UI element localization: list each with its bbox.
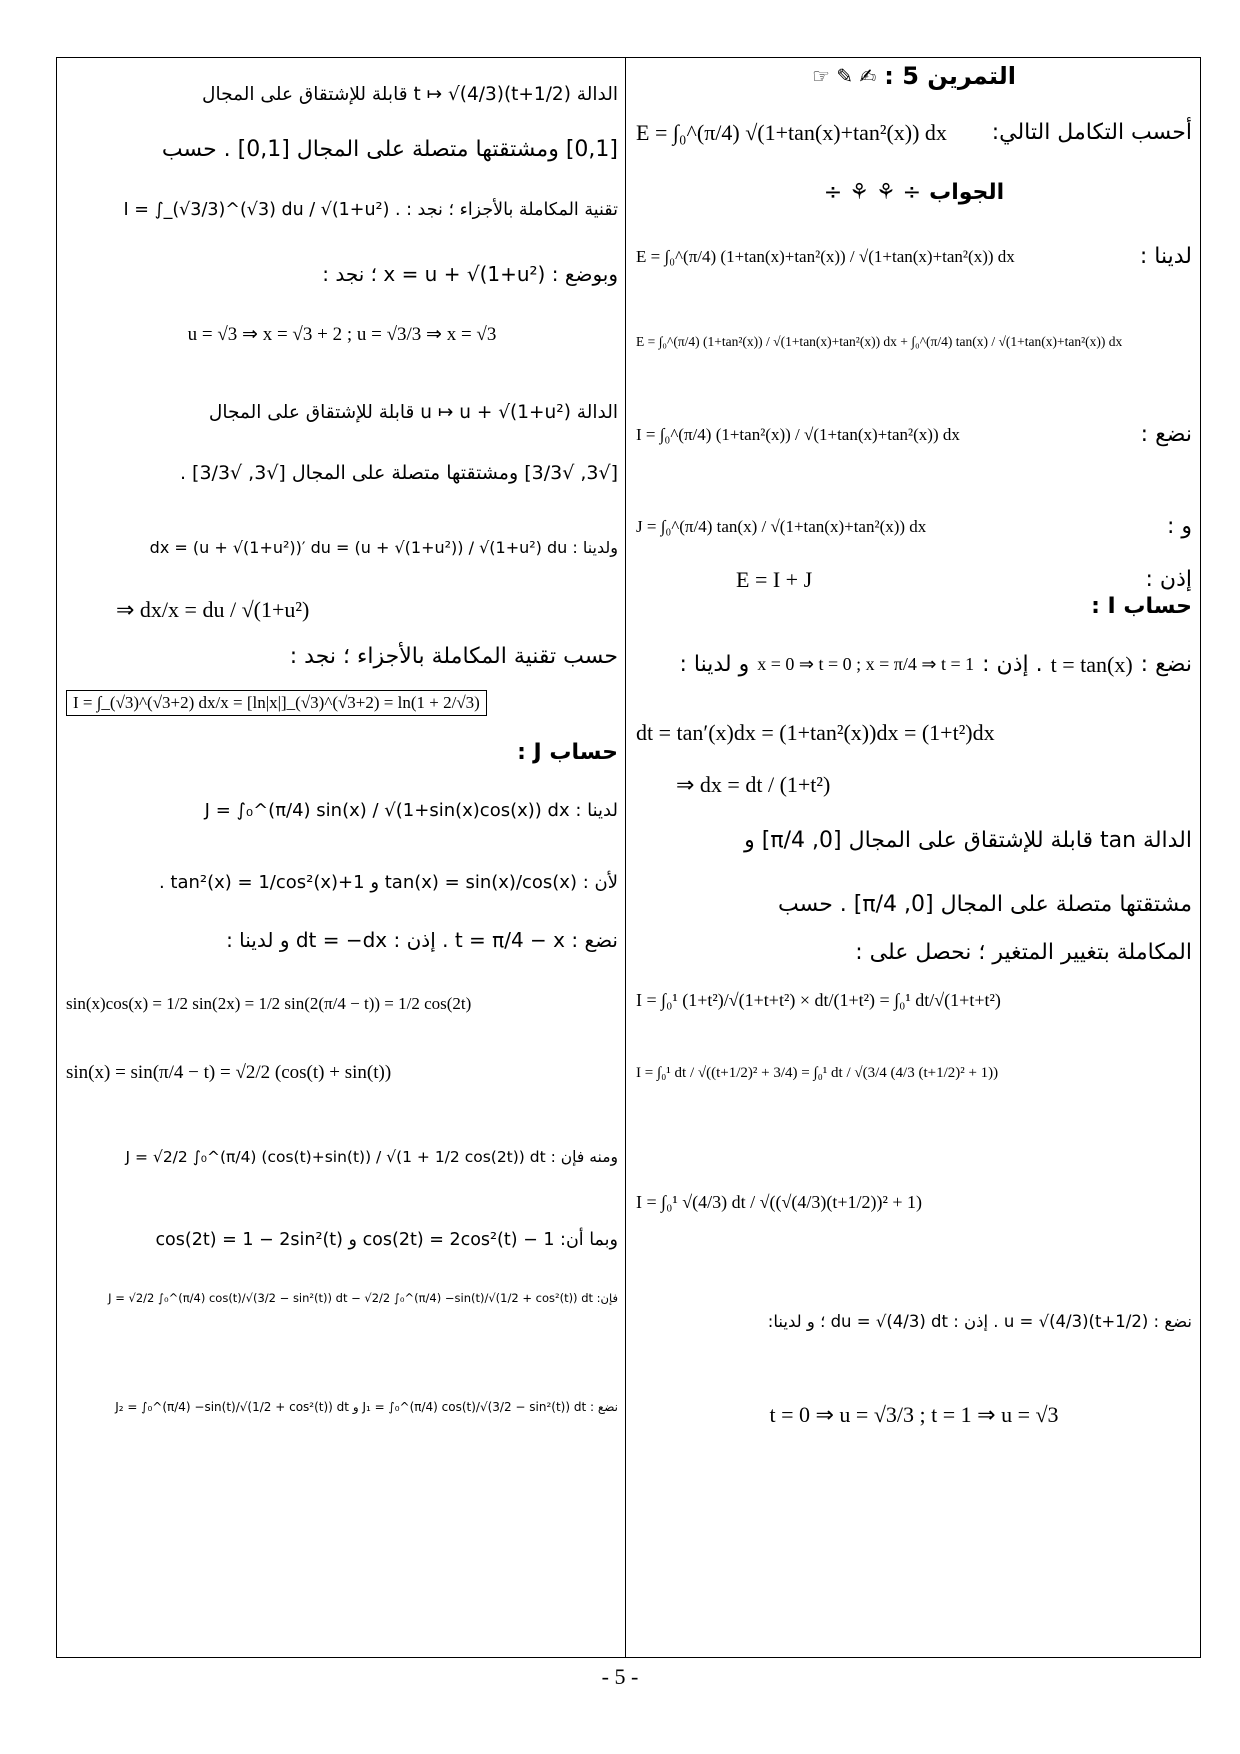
- cases1-row: [66, 324, 618, 347]
- left-line16: ومنه فإن : J = √2/2 ∫₀^(π/4) (cos(t)+sin(t)) / √(1 + 1/2 cos(2t)) dt: [125, 1148, 618, 1166]
- answer-heading: الجواب: [929, 180, 1005, 205]
- left-line8-row: [66, 597, 618, 623]
- sub2-line: نضع : u = √(4/3)(t+1/2) . إذن : du = √(4/3) dt ؛ و لدينا:: [767, 1312, 1192, 1331]
- left-line13: نضع : t = π/4 − x . إذن : dt = −dx و لدينا :: [226, 928, 618, 952]
- sub-wa-ladayna: و لدينا :: [679, 652, 750, 677]
- left-line9: حسب تقنية المكاملة بالأجزاء ؛ نجد :: [289, 644, 618, 669]
- left-line14: sin(x)cos(x) = 1/2 sin(2x) = 1/2 sin(2(π/4 − t)) = 1/2 cos(2t): [66, 994, 472, 1013]
- left-line8: ⇒ dx/x = du / √(1+u²): [116, 597, 310, 622]
- left-line15: sin(x) = sin(π/4 − t) = √2/2 (cos(t) + sin(t)): [66, 1062, 392, 1083]
- left-line1-row: [66, 84, 618, 106]
- left-line3: تقنية المكاملة بالأجزاء ؛ نجد : . I = ∫_(√3/3)^(√3) du / √(1+u²): [123, 200, 618, 220]
- dt-formula: dt = tan′(x)dx = (1+tan²(x))dx = (1+t²)dx: [636, 720, 995, 745]
- left-line19-row: [66, 1400, 618, 1414]
- J-definition: J = ∫₀^(π/4) tan(x) / √(1+tan(x)+tan²(x)) dx: [636, 517, 927, 536]
- t-equals-tan: t = tan(x): [1050, 652, 1133, 677]
- hisab-I-heading: حساب I :: [1091, 594, 1192, 619]
- answer-row: [636, 180, 1192, 206]
- tan-line2: مشتقتها متصلة على المجال [0, π/4] . حسب: [777, 892, 1192, 917]
- left-line2: [0,1] ومشتقتها متصلة على المجال [0,1] . حسب: [161, 137, 618, 162]
- hisab-J-row: [66, 740, 618, 766]
- wa-label: و :: [1166, 514, 1192, 539]
- left-line17: وبما أن: cos(2t) = 2cos²(t) − 1 و cos(2t) = 1 − 2sin²(t): [155, 1230, 618, 1250]
- dt-row: [636, 720, 1192, 746]
- left-line11: لدينا : J = ∫₀^(π/4) sin(x) / √(1+sin(x)cos(x)) dx: [204, 800, 618, 821]
- E2-row: [636, 334, 1192, 350]
- left-line9-row: [66, 644, 618, 670]
- tan-line1: الدالة tan قابلة للإشتقاق على المجال [0, π/4] و: [744, 828, 1192, 853]
- I-def-row: [636, 422, 1192, 448]
- left-line19: نضع : J₁ = ∫₀^(π/4) cos(t)/√(3/2 − sin²(t)) dt و J₂ = ∫₀^(π/4) −sin(t)/√(1/2 + cos²(t)) dt: [115, 1400, 618, 1414]
- hisab-J-heading: حساب J :: [517, 740, 618, 765]
- hisab-I-row: [636, 594, 1192, 620]
- EIJ-row: [636, 567, 1192, 593]
- left-line12: لأن : tan(x) = sin(x)/cos(x) و 1+tan²(x) = 1/cos²(x) .: [158, 872, 618, 893]
- E-equals-I-plus-J: E = I + J: [736, 567, 813, 592]
- column-divider: [625, 57, 626, 1658]
- left-line15-row: [66, 1062, 618, 1085]
- bounds-u: t = 0 ⇒ u = √3/3 ; t = 1 ⇒ u = √3: [769, 1402, 1059, 1427]
- tan-line3-row: [636, 940, 1192, 966]
- J-def-row: [636, 514, 1192, 540]
- left-line16-row: [66, 1148, 618, 1167]
- tan-line2-row: [636, 892, 1192, 918]
- cases1: u = √3 ⇒ x = √3 + 2 ; u = √3/3 ⇒ x = √3: [187, 324, 497, 345]
- left-line5-row: [66, 402, 618, 424]
- E2-formula: E = ∫₀^(π/4) (1+tan²(x)) / √(1+tan(x)+tan²(x)) dx + ∫₀^(π/4) tan(x) / √(1+tan(x)+tan²(x)) dx: [636, 334, 1123, 349]
- I2-formula: I = ∫₀¹ dt / √((t+1/2)² + 3/4) = ∫₀¹ dt / √(3/4 (4/3 (t+1/2)² + 1)): [636, 1065, 999, 1081]
- sub-nada: نضع :: [1140, 652, 1192, 677]
- left-line12-row: [66, 872, 618, 894]
- left-line6: [√3, √3/3] ومشتقتها متصلة على المجال [√3, √3/3] .: [179, 462, 618, 484]
- E1-formula: E = ∫₀^(π/4) (1+tan(x)+tan²(x)) / √(1+tan(x)+tan²(x)) dx: [636, 247, 1015, 266]
- idhan-label: إذن :: [1145, 567, 1192, 592]
- left-line6-row: [66, 462, 618, 485]
- ladayna-label: لدينا :: [1139, 244, 1192, 269]
- left-line3-row: [66, 200, 618, 221]
- sub-idhan: . إذن :: [982, 652, 1043, 677]
- left-line1: الدالة t ↦ √(4/3)(t+1/2) قابلة للإشتقاق على المجال: [202, 84, 618, 105]
- intro-row: [636, 120, 1192, 146]
- exercise-title: التمرين 5 :: [884, 62, 1016, 90]
- I-result: I = ∫_(√3)^(√3+2) dx/x = [ln|x|]_(√3)^(√3+2) = ln(1 + 2/√3): [66, 690, 487, 716]
- flower-icons: ÷ ⚘ ⚘ ÷: [823, 180, 922, 205]
- E1-row: [636, 244, 1192, 270]
- pen-icons: ✍ ✎ ☞: [812, 64, 877, 89]
- E-definition: E = ∫₀^(π/4) √(1+tan(x)+tan²(x)) dx: [636, 120, 947, 145]
- left-line2-row: [66, 137, 618, 163]
- left-line13-row: [66, 928, 618, 952]
- exercise-title-row: [636, 62, 1192, 91]
- dx-formula: ⇒ dx = dt / (1+t²): [676, 772, 831, 797]
- page-number: - 5 -: [601, 1664, 639, 1689]
- left-line7: ولدينا : dx = (u + √(1+u²))′ du = (u + √(1+u²)) / √(1+u²) du: [149, 538, 618, 557]
- left-line4-row: [66, 262, 618, 286]
- nada-label: نضع :: [1140, 422, 1192, 447]
- I1-row: [636, 990, 1192, 1012]
- dx-row: [636, 772, 1192, 798]
- I-definition: I = ∫₀^(π/4) (1+tan²(x)) / √(1+tan(x)+tan²(x)) dx: [636, 425, 960, 444]
- left-line18: فإن: J = √2/2 ∫₀^(π/4) cos(t)/√(3/2 − sin²(t)) dt − √2/2 ∫₀^(π/4) −sin(t)/√(1/2 + cos²(t)) dt: [108, 1291, 618, 1305]
- intro-text: أحسب التكامل التالي:: [991, 120, 1192, 145]
- tan-line1-row: [636, 828, 1192, 854]
- I3-row: [636, 1192, 1192, 1214]
- left-line17-row: [66, 1230, 618, 1251]
- left-line5: الدالة u ↦ u + √(1+u²) قابلة للإشتقاق على المجال: [208, 402, 618, 423]
- bounds-I: x = 0 ⇒ t = 0 ; x = π/4 ⇒ t = 1: [757, 654, 975, 675]
- left-line14-row: [66, 994, 618, 1014]
- left-line7-row: [66, 538, 618, 557]
- tan-line3: المكاملة بتغيير المتغير ؛ نحصل على :: [855, 940, 1192, 965]
- bounds-u-row: [636, 1402, 1192, 1428]
- I1-formula: I = ∫₀¹ (1+t²)/√(1+t+t²) × dt/(1+t²) = ∫₀¹ dt/√(1+t+t²): [636, 990, 1001, 1010]
- sub2-row: [636, 1312, 1192, 1332]
- left-line4: وبوضع : x = u + √(1+u²) ؛ نجد :: [322, 262, 618, 286]
- I2-row: [636, 1064, 1192, 1082]
- left-line10-row: [66, 690, 618, 716]
- substitution-row: [636, 652, 1192, 678]
- left-line11-row: [66, 800, 618, 822]
- I3-formula: I = ∫₀¹ √(4/3) dt / √((√(4/3)(t+1/2))² + 1): [636, 1192, 923, 1212]
- left-line18-row: [66, 1292, 618, 1306]
